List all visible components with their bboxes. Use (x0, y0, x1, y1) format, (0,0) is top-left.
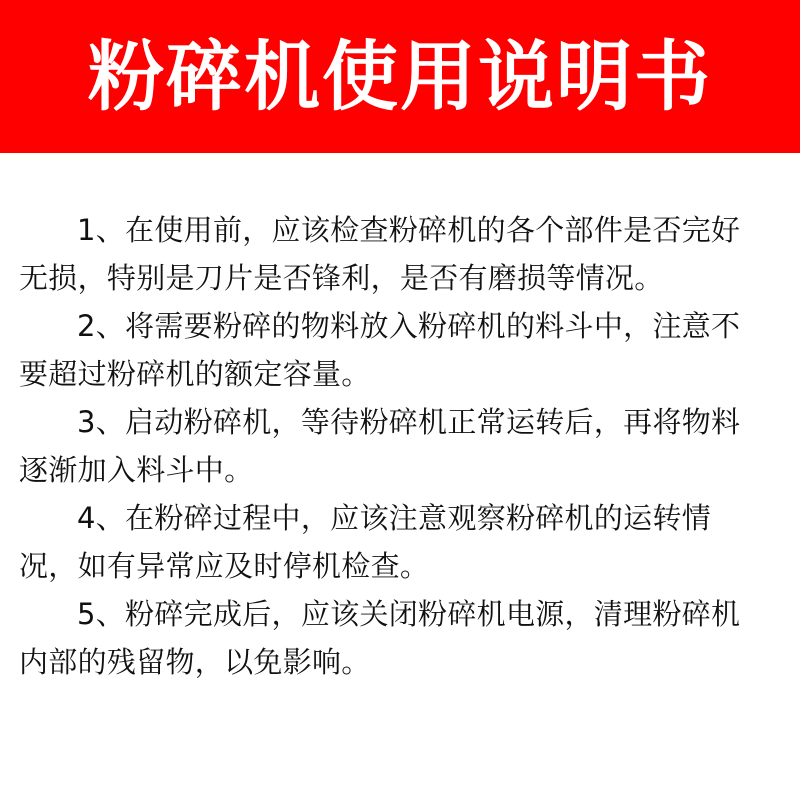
instruction-step-5: 5、粉碎完成后，应该关闭粉碎机电源，清理粉碎机内部的残留物，以免影响。 (19, 597, 741, 679)
instruction-step-1: 1、在使用前，应该检查粉碎机的各个部件是否完好无损，特别是刀片是否锋利，是否有磨损等情况。 (19, 213, 741, 295)
page-title: 粉碎机使用说明书 (88, 31, 712, 121)
instruction-step-2: 2、将需要粉碎的物料放入粉碎机的料斗中，注意不要超过粉碎机的额定容量。 (19, 309, 741, 391)
instruction-step-3: 3、启动粉碎机，等待粉碎机正常运转后，再将物料逐渐加入料斗中。 (19, 405, 741, 487)
instruction-list (19, 206, 761, 686)
title-banner (0, 0, 800, 153)
instruction-step-4: 4、在粉碎过程中，应该注意观察粉碎机的运转情况，如有异常应及时停机检查。 (19, 501, 712, 583)
